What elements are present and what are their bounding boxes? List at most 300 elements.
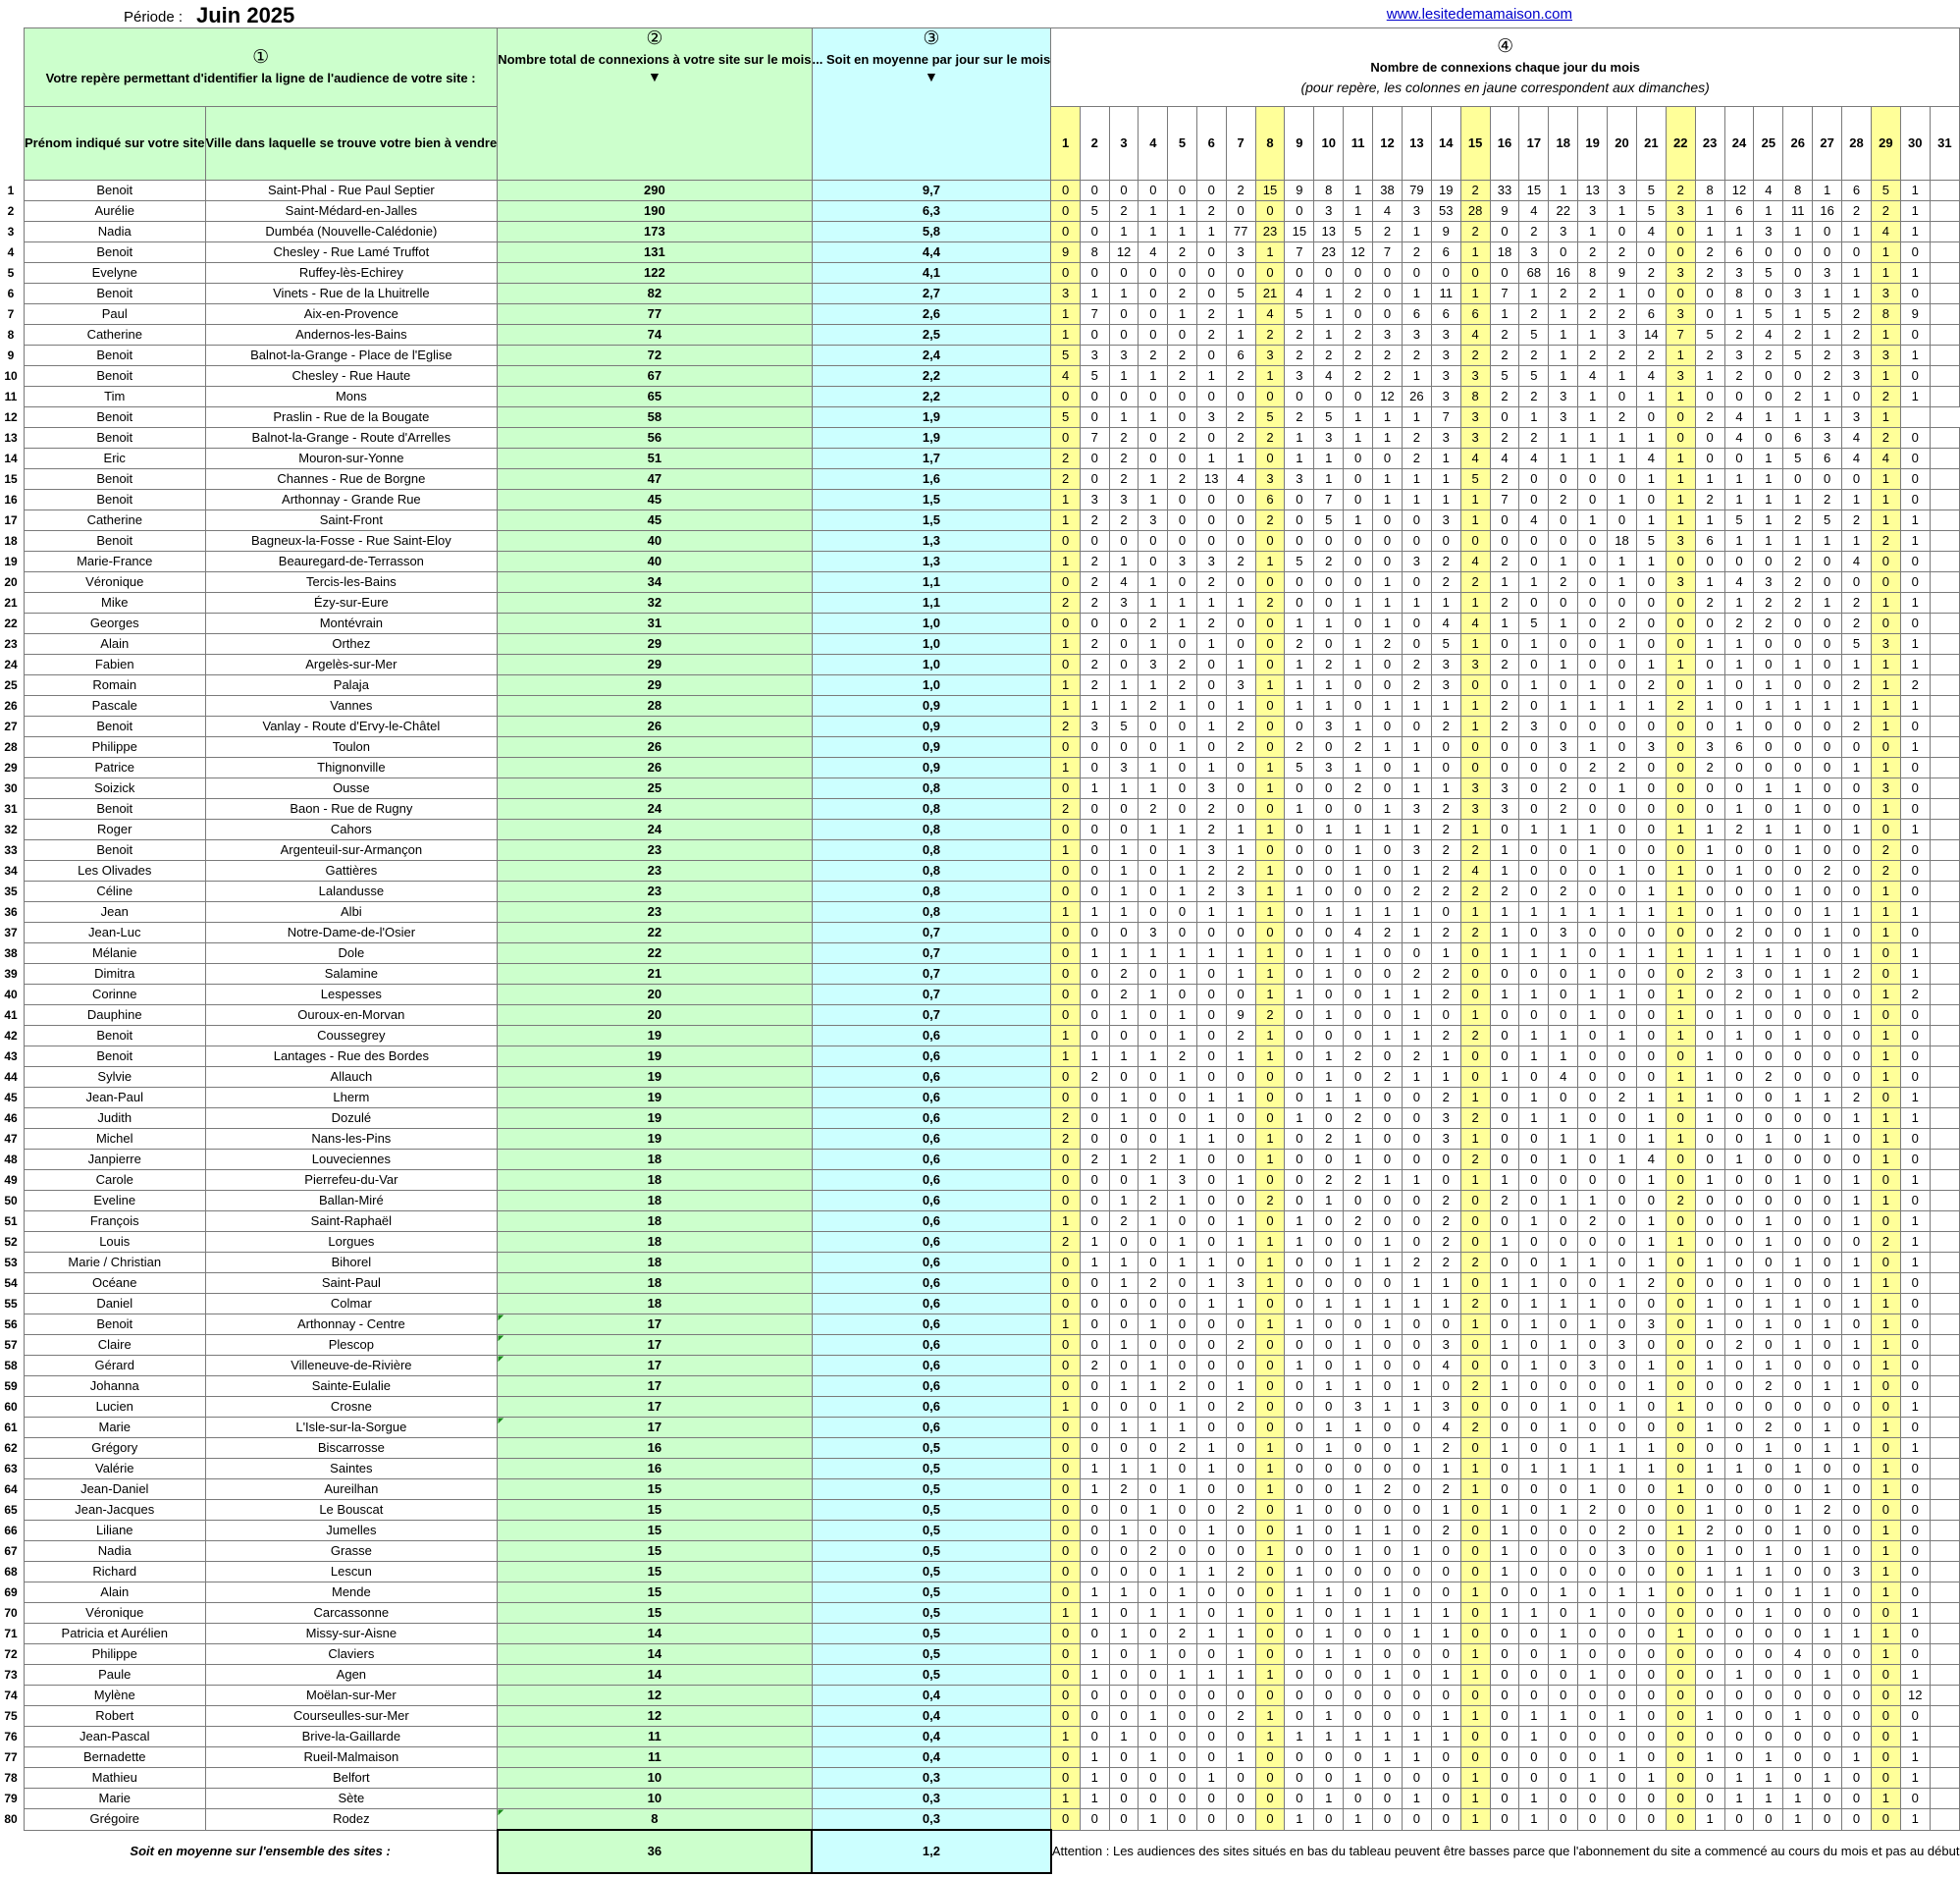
table-row	[25, 407, 1960, 428]
cell-day-29: 8	[1871, 304, 1900, 325]
cell-day-21: 5	[1636, 181, 1666, 201]
cell-day-6: 0	[1196, 1706, 1226, 1727]
row-number: 53	[4, 1255, 18, 1269]
cell-day-15: 3	[1460, 428, 1490, 449]
cell-day-10: 1	[1314, 943, 1344, 964]
cell-day-1: 0	[1051, 1067, 1081, 1088]
cell-daily-average: 0,6	[812, 1191, 1051, 1211]
cell-day-27: 0	[1813, 1294, 1842, 1314]
cell-day-19: 1	[1578, 1479, 1608, 1500]
cell-day-11: 1	[1344, 407, 1373, 428]
cell-day-6: 0	[1196, 1026, 1226, 1046]
cell-total-connections: 23	[498, 861, 812, 882]
cell-day-20: 0	[1608, 799, 1637, 820]
cell-day-6: 0	[1196, 428, 1226, 449]
table-row	[25, 1747, 1960, 1768]
table-row	[25, 923, 1960, 943]
cell-day-14: 4	[1431, 1356, 1460, 1376]
cell-day-4: 0	[1139, 531, 1168, 552]
column-1-title: Votre repère permettant d'identifier la ligne de l'audience de votre site :	[45, 70, 476, 85]
cell-day-2: 2	[1080, 1067, 1109, 1088]
cell-day-13: 1	[1402, 366, 1431, 387]
cell-day-30: 0	[1900, 325, 1930, 346]
cell-day-17: 0	[1519, 1170, 1549, 1191]
cell-day-14: 3	[1431, 387, 1460, 407]
cell-day-17: 0	[1519, 1624, 1549, 1644]
cell-day-5: 0	[1168, 1108, 1197, 1129]
day-header-4: 4	[1139, 107, 1168, 181]
cell-total-connections: 18	[498, 1273, 812, 1294]
cell-day-9: 0	[1285, 1479, 1314, 1500]
cell-day-27: 0	[1813, 1686, 1842, 1706]
cell-day-19: 1	[1578, 325, 1608, 346]
cell-day-20: 0	[1608, 1789, 1637, 1809]
cell-day-24: 0	[1724, 1809, 1754, 1831]
cell-day-18: 0	[1549, 1438, 1578, 1459]
cell-day-31	[1930, 1273, 1959, 1294]
row-number: 30	[4, 780, 18, 795]
cell-day-26: 0	[1783, 1232, 1813, 1253]
cell-day-25: 0	[1754, 758, 1783, 778]
cell-day-4: 1	[1139, 572, 1168, 593]
cell-day-9: 5	[1285, 758, 1314, 778]
cell-day-28: 1	[1842, 1211, 1872, 1232]
cell-day-28: 1	[1842, 820, 1872, 840]
cell-day-9: 0	[1285, 1747, 1314, 1768]
cell-day-17: 0	[1519, 737, 1549, 758]
cell-day-27: 1	[1813, 284, 1842, 304]
cell-day-12: 2	[1373, 923, 1403, 943]
cell-total-connections: 122	[498, 263, 812, 284]
cell-daily-average: 0,8	[812, 902, 1051, 923]
cell-day-17: 0	[1519, 1191, 1549, 1211]
cell-day-25: 1	[1754, 1747, 1783, 1768]
cell-total-connections: 18	[498, 1150, 812, 1170]
cell-day-18: 1	[1549, 366, 1578, 387]
cell-day-28: 0	[1842, 1067, 1872, 1088]
cell-day-28: 0	[1842, 1026, 1872, 1046]
cell-day-4: 1	[1139, 1500, 1168, 1521]
cell-day-3: 0	[1109, 799, 1139, 820]
cell-day-24: 1	[1724, 1582, 1754, 1603]
cell-day-21: 6	[1636, 304, 1666, 325]
cell-day-15: 1	[1460, 696, 1490, 717]
cell-day-19: 0	[1578, 469, 1608, 490]
cell-day-15: 1	[1460, 820, 1490, 840]
cell-day-11: 0	[1344, 263, 1373, 284]
cell-first-name: Mike	[25, 593, 206, 614]
cell-day-4: 2	[1139, 1150, 1168, 1170]
cell-day-29: 1	[1871, 1562, 1900, 1582]
row-number: 75	[4, 1708, 18, 1723]
cell-day-17: 1	[1519, 1727, 1549, 1747]
cell-day-19: 1	[1578, 696, 1608, 717]
cell-total-connections: 58	[498, 407, 812, 428]
cell-day-1: 0	[1051, 1253, 1081, 1273]
cell-day-21: 1	[1636, 510, 1666, 531]
cell-day-18: 1	[1549, 1294, 1578, 1314]
cell-day-16: 5	[1490, 366, 1519, 387]
cell-day-19: 1	[1578, 407, 1608, 428]
cell-day-7: 1	[1226, 304, 1255, 325]
cell-day-6: 0	[1196, 242, 1226, 263]
cell-day-16: 2	[1490, 346, 1519, 366]
cell-day-27: 0	[1813, 1026, 1842, 1046]
cell-day-1: 1	[1051, 675, 1081, 696]
cell-day-11: 0	[1344, 1005, 1373, 1026]
cell-day-4: 1	[1139, 943, 1168, 964]
cell-day-23: 0	[1695, 655, 1724, 675]
cell-day-10: 0	[1314, 1479, 1344, 1500]
cell-day-14: 0	[1431, 1789, 1460, 1809]
cell-day-6: 0	[1196, 1170, 1226, 1191]
cell-day-22: 0	[1666, 1809, 1695, 1831]
cell-day-6: 0	[1196, 1005, 1226, 1026]
cell-first-name: Dauphine	[25, 1005, 206, 1026]
cell-daily-average: 0,8	[812, 840, 1051, 861]
cell-day-28: 0	[1842, 799, 1872, 820]
cell-day-10: 2	[1314, 655, 1344, 675]
cell-day-29: 2	[1871, 531, 1900, 552]
cell-day-28: 0	[1842, 1686, 1872, 1706]
cell-day-4: 0	[1139, 1624, 1168, 1644]
cell-day-20: 1	[1608, 778, 1637, 799]
cell-day-28: 1	[1842, 531, 1872, 552]
cell-day-3: 1	[1109, 1418, 1139, 1438]
cell-day-3: 0	[1109, 1314, 1139, 1335]
cell-day-10: 1	[1314, 1789, 1344, 1809]
cell-day-27: 2	[1813, 346, 1842, 366]
cell-day-12: 3	[1373, 325, 1403, 346]
cell-day-2: 0	[1080, 1438, 1109, 1459]
cell-first-name: Corinne	[25, 985, 206, 1005]
cell-day-14: 3	[1431, 1108, 1460, 1129]
row-number: 40	[4, 987, 18, 1001]
cell-day-13: 2	[1402, 1046, 1431, 1067]
cell-day-27: 1	[1813, 1376, 1842, 1397]
cell-day-23: 2	[1695, 242, 1724, 263]
cell-day-10: 2	[1314, 1170, 1344, 1191]
cell-day-20: 0	[1608, 1479, 1637, 1500]
cell-day-7: 1	[1226, 325, 1255, 346]
cell-day-9: 1	[1285, 1521, 1314, 1541]
cell-daily-average: 0,5	[812, 1644, 1051, 1665]
cell-day-12: 1	[1373, 1294, 1403, 1314]
cell-day-4: 0	[1139, 1129, 1168, 1150]
cell-day-29: 1	[1871, 407, 1900, 428]
cell-day-2: 0	[1080, 325, 1109, 346]
cell-day-9: 0	[1285, 964, 1314, 985]
cell-day-1: 0	[1051, 985, 1081, 1005]
cell-day-4: 1	[1139, 1046, 1168, 1067]
cell-day-22: 0	[1666, 1253, 1695, 1273]
cell-city: Mouron-sur-Yonne	[205, 449, 498, 469]
table-row	[25, 1211, 1960, 1232]
cell-total-connections: 26	[498, 717, 812, 737]
cell-day-19: 1	[1578, 964, 1608, 985]
cell-first-name: Philippe	[25, 737, 206, 758]
cell-city: Ézy-sur-Eure	[205, 593, 498, 614]
row-number: 41	[4, 1007, 18, 1022]
cell-day-17: 0	[1519, 655, 1549, 675]
cell-day-18: 0	[1549, 1768, 1578, 1789]
table-row	[25, 902, 1960, 923]
cell-day-6: 0	[1196, 1191, 1226, 1211]
cell-day-13: 1	[1402, 1273, 1431, 1294]
cell-day-2: 1	[1080, 1046, 1109, 1067]
cell-day-31	[1930, 1170, 1959, 1191]
cell-day-7: 0	[1226, 1459, 1255, 1479]
cell-day-13: 1	[1402, 490, 1431, 510]
cell-day-14: 0	[1431, 758, 1460, 778]
cell-day-8: 1	[1255, 1129, 1285, 1150]
cell-day-31	[1930, 1191, 1959, 1211]
cell-day-28: 0	[1842, 1397, 1872, 1418]
cell-day-1: 0	[1051, 1624, 1081, 1644]
cell-day-26: 0	[1783, 1768, 1813, 1789]
cell-day-2: 1	[1080, 1232, 1109, 1253]
footer-average-daily: 1,2	[812, 1830, 1051, 1873]
cell-first-name: Océane	[25, 1273, 206, 1294]
table-row	[25, 1026, 1960, 1046]
cell-day-30: 1	[1900, 634, 1930, 655]
cell-day-29: 1	[1871, 1191, 1900, 1211]
cell-day-20: 0	[1608, 1603, 1637, 1624]
cell-day-16: 1	[1490, 1170, 1519, 1191]
cell-day-5: 0	[1168, 1706, 1197, 1727]
cell-day-19: 3	[1578, 201, 1608, 222]
cell-day-9: 0	[1285, 717, 1314, 737]
cell-day-14: 0	[1431, 1582, 1460, 1603]
cell-day-7: 2	[1226, 366, 1255, 387]
cell-day-27: 0	[1813, 1108, 1842, 1129]
cell-day-21: 2	[1636, 346, 1666, 366]
cell-day-14: 3	[1431, 346, 1460, 366]
cell-day-31	[1930, 943, 1959, 964]
cell-day-28: 0	[1842, 1644, 1872, 1665]
cell-day-4: 0	[1139, 861, 1168, 882]
cell-day-2: 0	[1080, 1026, 1109, 1046]
cell-day-17: 0	[1519, 552, 1549, 572]
cell-day-29: 0	[1871, 1706, 1900, 1727]
cell-day-29: 1	[1871, 675, 1900, 696]
cell-day-7: 0	[1226, 1314, 1255, 1335]
cell-day-26: 1	[1783, 222, 1813, 242]
cell-day-2: 0	[1080, 222, 1109, 242]
table-row	[25, 1686, 1960, 1706]
cell-day-19: 0	[1578, 531, 1608, 552]
row-number: 63	[4, 1461, 18, 1475]
cell-day-10: 0	[1314, 1686, 1344, 1706]
table-row	[25, 614, 1960, 634]
cell-total-connections: 45	[498, 510, 812, 531]
cell-day-8: 0	[1255, 1294, 1285, 1314]
cell-day-17: 1	[1519, 820, 1549, 840]
cell-city: Praslin - Rue de la Bougate	[205, 407, 498, 428]
cell-day-29: 0	[1871, 820, 1900, 840]
cell-day-24: 0	[1724, 675, 1754, 696]
cell-first-name: Fabien	[25, 655, 206, 675]
cell-day-10: 0	[1314, 1314, 1344, 1335]
cell-total-connections: 26	[498, 737, 812, 758]
cell-day-7: 0	[1226, 201, 1255, 222]
site-link[interactable]: www.lesitedemamaison.com	[1386, 6, 1572, 23]
cell-day-19: 0	[1578, 1046, 1608, 1067]
day-header-23: 23	[1695, 107, 1724, 181]
cell-day-6: 1	[1196, 717, 1226, 737]
cell-day-9: 7	[1285, 242, 1314, 263]
cell-day-17: 0	[1519, 1665, 1549, 1686]
cell-day-26: 1	[1783, 304, 1813, 325]
cell-day-22: 0	[1666, 407, 1695, 428]
cell-day-9: 2	[1285, 737, 1314, 758]
cell-day-26: 0	[1783, 242, 1813, 263]
cell-total-connections: 10	[498, 1789, 812, 1809]
cell-day-10: 1	[1314, 1706, 1344, 1727]
cell-day-7: 0	[1226, 634, 1255, 655]
cell-day-30: 0	[1900, 1789, 1930, 1809]
cell-day-21: 0	[1636, 1046, 1666, 1067]
row-number: 74	[4, 1688, 18, 1702]
cell-day-31	[1930, 614, 1959, 634]
cell-day-22: 0	[1666, 1314, 1695, 1335]
cell-day-12: 1	[1373, 593, 1403, 614]
cell-day-16: 0	[1490, 1356, 1519, 1376]
cell-day-3: 0	[1109, 1026, 1139, 1046]
cell-day-4: 0	[1139, 1005, 1168, 1026]
cell-total-connections: 8	[498, 1809, 812, 1831]
cell-day-22: 0	[1666, 614, 1695, 634]
cell-day-30: 1	[1900, 1232, 1930, 1253]
cell-day-30: 1	[1900, 201, 1930, 222]
cell-day-8: 3	[1255, 346, 1285, 366]
cell-day-12: 0	[1373, 1789, 1403, 1809]
cell-day-14: 2	[1431, 572, 1460, 593]
cell-day-15: 0	[1460, 1046, 1490, 1067]
cell-day-6: 3	[1196, 407, 1226, 428]
cell-day-8: 2	[1255, 1005, 1285, 1026]
cell-day-25: 0	[1754, 1809, 1783, 1831]
row-number: 26	[4, 698, 18, 713]
cell-day-24: 1	[1724, 1665, 1754, 1686]
cell-day-18: 0	[1549, 1727, 1578, 1747]
cell-day-24: 0	[1724, 552, 1754, 572]
cell-total-connections: 14	[498, 1665, 812, 1686]
cell-day-16: 7	[1490, 284, 1519, 304]
cell-day-3: 1	[1109, 1108, 1139, 1129]
cell-day-13: 2	[1402, 655, 1431, 675]
cell-day-23: 0	[1695, 1686, 1724, 1706]
cell-day-14: 4	[1431, 614, 1460, 634]
cell-first-name: Valérie	[25, 1459, 206, 1479]
cell-day-22: 0	[1666, 593, 1695, 614]
cell-day-28: 1	[1842, 263, 1872, 284]
cell-daily-average: 2,2	[812, 387, 1051, 407]
cell-total-connections: 14	[498, 1644, 812, 1665]
cell-day-12: 0	[1373, 1108, 1403, 1129]
cell-day-24: 0	[1724, 1438, 1754, 1459]
cell-total-connections: 18	[498, 1211, 812, 1232]
cell-day-16: 0	[1490, 1686, 1519, 1706]
cell-city: Mons	[205, 387, 498, 407]
cell-first-name: Grégoire	[25, 1809, 206, 1831]
cell-day-10: 1	[1314, 1624, 1344, 1644]
cell-day-22: 0	[1666, 1665, 1695, 1686]
cell-day-28: 1	[1842, 1438, 1872, 1459]
cell-day-19: 13	[1578, 181, 1608, 201]
cell-day-11: 0	[1344, 531, 1373, 552]
cell-day-12: 1	[1373, 902, 1403, 923]
cell-day-25: 1	[1754, 469, 1783, 490]
cell-day-7: 2	[1226, 1397, 1255, 1418]
cell-day-5: 2	[1168, 242, 1197, 263]
cell-day-20: 0	[1608, 593, 1637, 614]
cell-day-24: 0	[1724, 1747, 1754, 1768]
cell-day-10: 1	[1314, 284, 1344, 304]
cell-day-27: 0	[1813, 1170, 1842, 1191]
cell-day-23: 0	[1695, 1150, 1724, 1170]
cell-day-26: 0	[1783, 1046, 1813, 1067]
cell-day-18: 0	[1549, 1314, 1578, 1335]
cell-day-21: 0	[1636, 717, 1666, 737]
table-row	[25, 1170, 1960, 1191]
cell-day-17: 0	[1519, 696, 1549, 717]
cell-day-6: 0	[1196, 696, 1226, 717]
cell-city: Orthez	[205, 634, 498, 655]
cell-day-25: 0	[1754, 1582, 1783, 1603]
row-number: 46	[4, 1110, 18, 1125]
cell-day-6: 2	[1196, 572, 1226, 593]
cell-total-connections: 19	[498, 1129, 812, 1150]
cell-day-28: 0	[1842, 1479, 1872, 1500]
cell-day-24: 2	[1724, 1335, 1754, 1356]
cell-day-30: 0	[1900, 1376, 1930, 1397]
cell-day-10: 0	[1314, 387, 1344, 407]
cell-day-15: 0	[1460, 1232, 1490, 1253]
table-row	[25, 1314, 1960, 1335]
cell-total-connections: 17	[498, 1314, 812, 1335]
cell-day-6: 1	[1196, 1521, 1226, 1541]
cell-day-30: 0	[1900, 1356, 1930, 1376]
cell-total-connections: 45	[498, 490, 812, 510]
cell-day-20: 0	[1608, 964, 1637, 985]
cell-day-22: 0	[1666, 675, 1695, 696]
cell-day-13: 1	[1402, 1624, 1431, 1644]
cell-first-name: Céline	[25, 882, 206, 902]
cell-day-24: 1	[1724, 1768, 1754, 1789]
row-number: 22	[4, 616, 18, 630]
cell-day-30: 2	[1900, 985, 1930, 1005]
cell-day-20: 0	[1608, 1376, 1637, 1397]
cell-day-12: 0	[1373, 1500, 1403, 1521]
cell-day-9: 0	[1285, 201, 1314, 222]
cell-day-5: 0	[1168, 510, 1197, 531]
row-number: 66	[4, 1523, 18, 1537]
cell-day-4: 2	[1139, 346, 1168, 366]
cell-day-15: 4	[1460, 552, 1490, 572]
cell-total-connections: 72	[498, 346, 812, 366]
cell-day-11: 1	[1344, 510, 1373, 531]
cell-day-5: 0	[1168, 634, 1197, 655]
cell-total-connections: 16	[498, 1438, 812, 1459]
cell-day-29: 0	[1871, 943, 1900, 964]
cell-day-1: 2	[1051, 1232, 1081, 1253]
cell-day-10: 0	[1314, 923, 1344, 943]
cell-day-9: 2	[1285, 325, 1314, 346]
cell-day-15: 0	[1460, 1521, 1490, 1541]
cell-day-7: 0	[1226, 1253, 1255, 1273]
cell-day-12: 1	[1373, 1603, 1403, 1624]
